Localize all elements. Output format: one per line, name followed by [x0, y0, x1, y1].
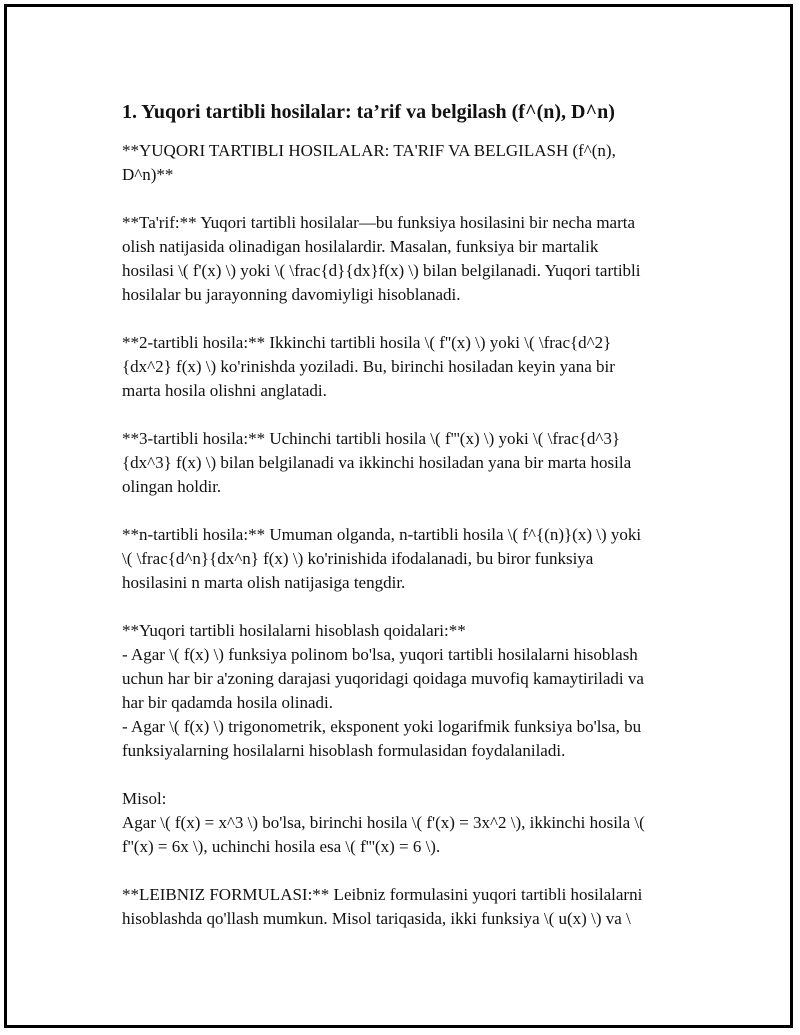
rules-paragraph [122, 619, 687, 763]
text-line: olingan holdir. [122, 477, 222, 496]
text-line: f''(x) = 6x \), uchinchi hosila esa \( f'''(x) = 6 \). [122, 837, 441, 856]
text-line: {dx^3} f(x) \) bilan belgilanadi va ikkinchi hosiladan yana bir marta hosila [122, 453, 632, 472]
example-paragraph [122, 787, 687, 859]
document-body [122, 99, 687, 931]
definition-paragraph [122, 211, 687, 307]
text-line: **3-tartibli hosila:** Uchinchi tartibli hosila \( f'''(x) \) yoki \( \frac{d^3} [122, 429, 621, 448]
text-line: **2-tartibli hosila:** Ikkinchi tartibli hosila \( f''(x) \) yoki \( \frac{d^2} [122, 333, 612, 352]
text-line: D^n)** [122, 165, 174, 184]
text-line: **Ta'rif:** Yuqori tartibli hosilalar—bu funksiya hosilasini bir necha marta [122, 213, 636, 232]
text-line: uchun har bir a'zoning darajasi yuqoridagi qoidaga muvofiq kamaytiriladi va [122, 669, 644, 688]
text-line: Misol: [122, 789, 167, 808]
heading-paragraph [122, 139, 687, 187]
page-frame [4, 4, 793, 1028]
third-order-paragraph [122, 427, 687, 499]
text-line: **LEIBNIZ FORMULASI:** Leibniz formulasini yuqori tartibli hosilalarni [122, 885, 643, 904]
text-line: \( \frac{d^n}{dx^n} f(x) \) ko'rinishida ifodalanadi, bu biror funksiya [122, 549, 594, 568]
text-line: {dx^2} f(x) \) ko'rinishda yoziladi. Bu, birinchi hosiladan keyin yana bir [122, 357, 615, 376]
text-line: marta hosila olishni anglatadi. [122, 381, 327, 400]
text-line: har bir qadamda hosila olinadi. [122, 693, 334, 712]
text-line: **Yuqori tartibli hosilalarni hisoblash qoidalari:** [122, 621, 466, 640]
text-line: hosilasi \( f'(x) \) yoki \( \frac{d}{dx}f(x) \) bilan belgilanadi. Yuqori tartibli [122, 261, 641, 280]
text-line: funksiyalarning hosilalarni hisoblash formulasidan foydalaniladi. [122, 741, 566, 760]
text-line: **n-tartibli hosila:** Umuman olganda, n-tartibli hosila \( f^{(n)}(x) \) yoki [122, 525, 642, 544]
text-line: **YUQORI TARTIBLI HOSILALAR: TA'RIF VA BELGILASH (f^(n), [122, 141, 616, 160]
document-title: 1. Yuqori tartibli hosilalar: ta’rif va belgilash (f^(n), D^n) [122, 101, 615, 123]
text-line: Agar \( f(x) = x^3 \) bo'lsa, birinchi hosila \( f'(x) = 3x^2 \), ikkinchi hosila \( [122, 813, 645, 832]
second-order-paragraph [122, 331, 687, 403]
nth-order-paragraph [122, 523, 687, 595]
text-line: hosilasini n marta olish natijasiga tengdir. [122, 573, 406, 592]
leibniz-paragraph [122, 883, 687, 931]
text-line: olish natijasida olinadigan hosilalardir. Masalan, funksiya bir martalik [122, 237, 599, 256]
text-line: hisoblashda qo'llash mumkun. Misol tariqasida, ikki funksiya \( u(x) \) va \ [122, 909, 631, 928]
text-line: - Agar \( f(x) \) funksiya polinom bo'lsa, yuqori tartibli hosilalarni hisoblash [122, 645, 638, 664]
text-line: - Agar \( f(x) \) trigonometrik, eksponent yoki logarifmik funksiya bo'lsa, bu [122, 717, 642, 736]
text-line: hosilalar bu jarayonning davomiyligi hisoblanadi. [122, 285, 461, 304]
